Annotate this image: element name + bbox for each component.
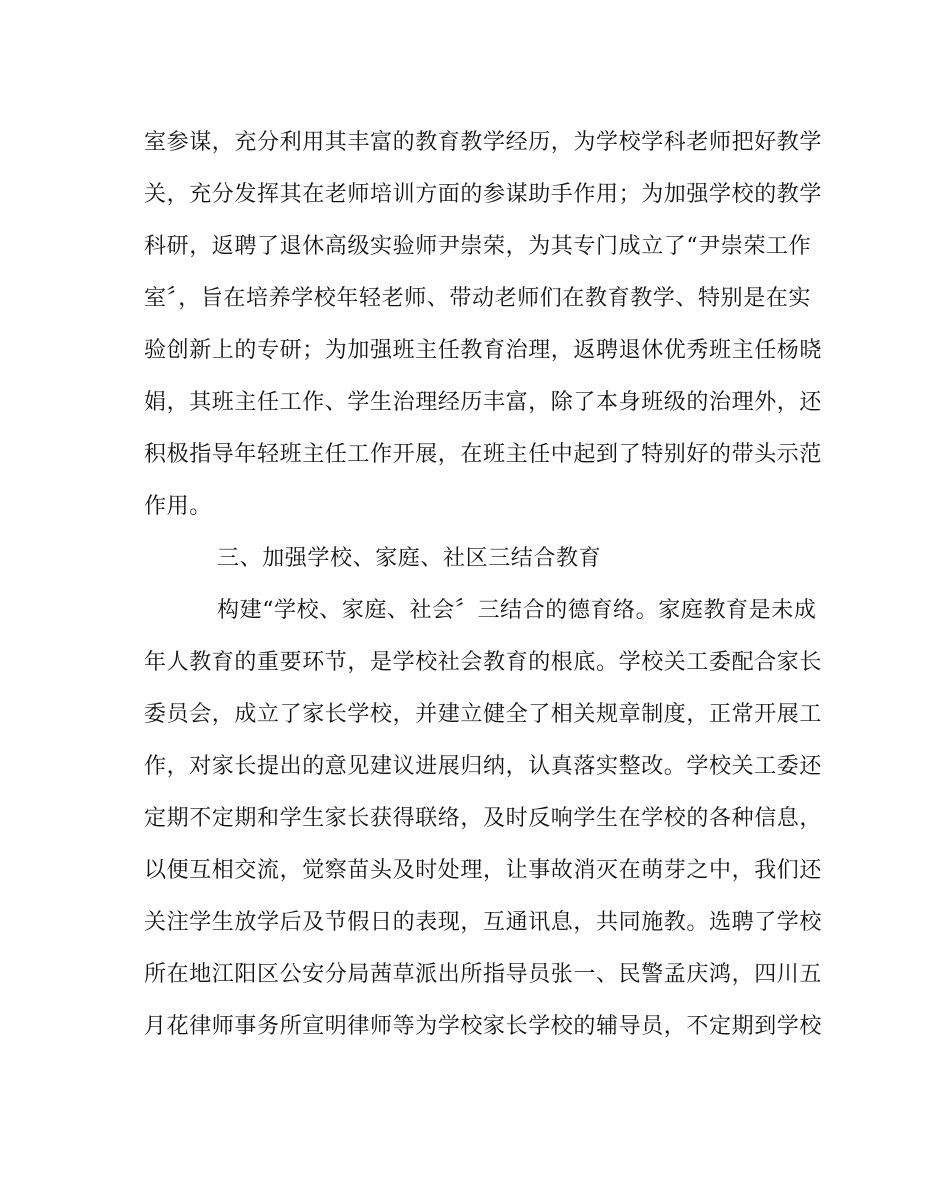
text-line: 年人教育的重要环节，是学校社会教育的根底。学校关工委配合家长 <box>144 650 823 675</box>
text-line: 作，对家长提出的意见建议进展归纳，认真落实整改。学校关工委还 <box>144 754 823 779</box>
paragraph-first-line: 构建“学校、家庭、社会〞三结合的德育络。家庭教育是未成 <box>217 598 817 623</box>
text-line: 室〞，旨在培养学校年轻老师、带动老师们在教育教学、特别是在实 <box>144 286 812 311</box>
text-line: 委员会，成立了家长学校，并建立健全了相关规章制度，正常开展工 <box>144 702 823 727</box>
text-line: 月花律师事务所宣明律师等为学校家长学校的辅导员，不定期到学校 <box>144 1014 823 1039</box>
text-line: 室参谋，充分利用其丰富的教育教学经历，为学校学科老师把好教学 <box>144 130 823 155</box>
text-line: 以便互相交流，觉察苗头及时处理，让事故消灭在萌芽之中，我们还 <box>144 858 823 883</box>
text-line: 积极指导年轻班主任工作开展，在班主任中起到了特别好的带头示范 <box>144 442 823 467</box>
text-line: 验创新上的专研；为加强班主任教育治理，返聘退休优秀班主任杨晓 <box>144 338 823 363</box>
text-line: 娟，其班主任工作、学生治理经历丰富，除了本身班级的治理外，还 <box>144 390 823 415</box>
text-line: 科研，返聘了退休高级实验师尹崇荣，为其专门成立了“尹崇荣工作 <box>144 234 812 259</box>
text-line: 作用。 <box>144 494 212 519</box>
text-line: 所在地江阳区公安分局茜草派出所指导员张一、民警孟庆鸿，四川五 <box>144 962 823 987</box>
section-heading: 三、加强学校、家庭、社区三结合教育 <box>217 546 602 571</box>
text-line: 关，充分发挥其在老师培训方面的参谋助手作用；为加强学校的教学 <box>144 182 823 207</box>
text-line: 定期不定期和学生家长获得联络，及时反响学生在学校的各种信息， <box>144 806 823 831</box>
text-line: 关注学生放学后及节假日的表现，互通讯息，共同施教。选聘了学校 <box>144 910 823 935</box>
